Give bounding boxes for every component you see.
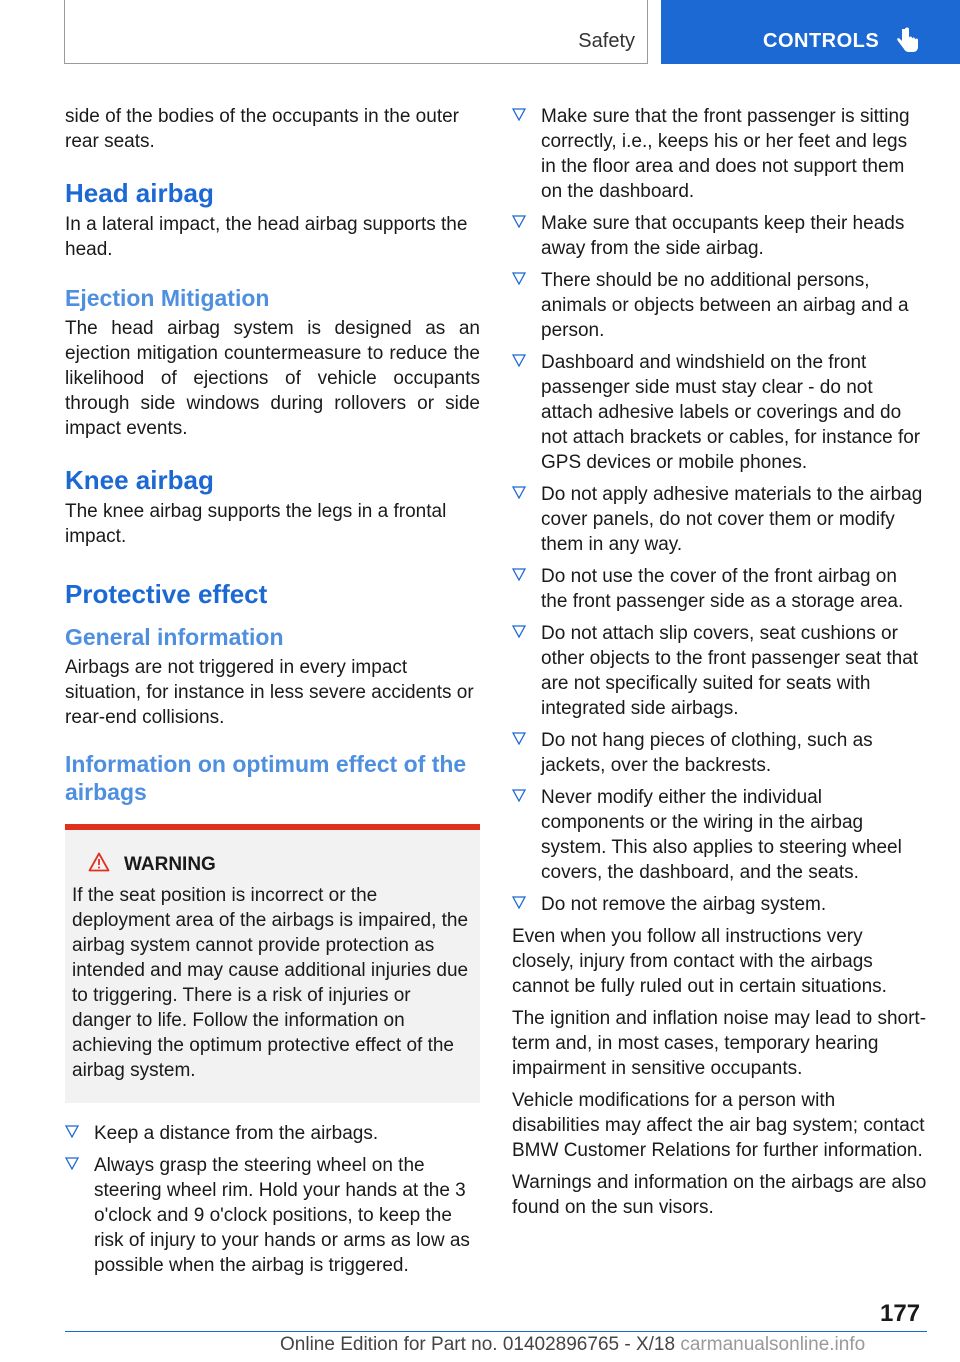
header-section-box (64, 0, 648, 64)
triangle-bullet-icon (65, 1124, 79, 1138)
warning-box (65, 824, 480, 1103)
intro-paragraph: side of the bodies of the occupants in the outer rear seats. (65, 106, 459, 152)
list-item-text: Dashboard and windshield on the front passenger side must stay clear - do not attach adhesive labels or coverings and do not attach brackets or cables, for instance for GPS devices or mobile phones. (541, 352, 921, 473)
heading-head-airbag: Head airbag (65, 178, 214, 208)
triangle-bullet-icon (512, 895, 526, 909)
triangle-bullet-icon (65, 1156, 79, 1170)
list-item-text: Make sure that the front passenger is sitting correctly, i.e., keeps his or her feet and legs in the floor area and does not support them on the dashboard. (541, 106, 910, 202)
triangle-bullet-icon (512, 567, 526, 581)
header-chapter-label: CONTROLS (763, 30, 880, 52)
heading-knee-airbag: Knee airbag (65, 465, 214, 495)
general-information-text: Airbags are not triggered in every impact situation, for instance in less severe accidents or rear-end collisions. (65, 657, 474, 728)
list-item (512, 621, 927, 721)
list-item-text: Do not use the cover of the front airbag on the front passenger side as a storage area. (541, 566, 904, 612)
triangle-bullet-icon (512, 624, 526, 638)
right-column (512, 104, 927, 1227)
footer-line (280, 1334, 865, 1356)
left-bullet-list (65, 1121, 480, 1278)
list-item-text: Make sure that occupants keep their heads away from the side airbag. (541, 213, 905, 259)
list-item (512, 564, 927, 614)
list-item-text: Do not attach slip covers, seat cushions or other objects to the front passenger seat that are not specifically suited for seats with integrated side airbags. (541, 623, 919, 719)
list-item (512, 728, 927, 778)
right-paragraph: Even when you follow all instructions very closely, injury from contact with the airbags cannot be fully ruled out in certain situations. (512, 926, 887, 997)
list-item-text: There should be no additional persons, animals or objects between an airbag and a person. (541, 270, 909, 341)
header-section-label: Safety (578, 30, 635, 52)
ejection-mitigation-text: The head airbag system is designed as an ejection mitigation countermeasure to reduce the likelihood of ejections of vehicle occupants through side windows during rollovers or side impact events. (65, 318, 480, 439)
list-item-text: Always grasp the steering wheel on the steering wheel rim. Hold your hands at the 3 o'clock and 9 o'clock positions, to keep the risk of injury to your hands or arms as low as possible when the airbag is triggered. (94, 1155, 470, 1276)
warning-triangle-icon (88, 852, 110, 872)
list-item-text: Never modify either the individual components or the wiring in the airbag system. This also applies to steering wheel covers, the dashboard, and the seats. (541, 787, 902, 883)
footer-watermark: carmanualsonline.info (680, 1334, 866, 1355)
list-item (512, 892, 927, 917)
heading-protective-effect: Protective effect (65, 579, 268, 609)
triangle-bullet-icon (512, 788, 526, 802)
pointing-hand-icon (893, 26, 921, 54)
list-item (512, 268, 927, 343)
triangle-bullet-icon (512, 214, 526, 228)
footer-edition: Online Edition for Part no. 01402896765 - X/18 (280, 1334, 676, 1355)
list-item (512, 350, 927, 475)
left-column (65, 104, 480, 1285)
page-number: 177 (880, 1300, 921, 1327)
list-item (65, 1153, 480, 1278)
list-item (65, 1121, 480, 1146)
header-chapter-box (661, 0, 960, 64)
triangle-bullet-icon (512, 353, 526, 367)
right-paragraph: The ignition and inflation noise may lead to short-term and, in most cases, temporary hearing impairment in sensitive occupants. (512, 1008, 927, 1079)
right-paragraph: Warnings and information on the airbags are also found on the sun visors. (512, 1172, 927, 1218)
right-paragraph: Vehicle modifications for a person with disabilities may affect the air bag system; contact BMW Customer Relations for further information. (512, 1090, 925, 1161)
list-item (512, 482, 927, 557)
heading-general-information: General information (65, 624, 284, 650)
knee-airbag-text: The knee airbag supports the legs in a frontal impact. (65, 501, 447, 547)
list-item (512, 104, 927, 204)
warning-text: If the seat position is incorrect or the deployment area of the airbags is impaired, the airbag system cannot provide protection as intended and may cause additional injuries due to triggering. There is a risk of injuries or danger to life. Follow the information on achieving the optimum protective effect of the airbag system. (72, 885, 469, 1081)
triangle-bullet-icon (512, 271, 526, 285)
list-item-text: Do not hang pieces of clothing, such as jackets, over the backrests. (541, 730, 873, 776)
list-item (512, 211, 927, 261)
heading-ejection-mitigation: Ejection Mitigation (65, 285, 270, 311)
triangle-bullet-icon (512, 485, 526, 499)
list-item (512, 785, 927, 885)
triangle-bullet-icon (512, 107, 526, 121)
list-item-text: Do not apply adhesive materials to the airbag cover panels, do not cover them or modify them in any way. (541, 484, 923, 555)
list-item-text: Keep a distance from the airbags. (94, 1123, 379, 1144)
list-item-text: Do not remove the airbag system. (541, 894, 827, 915)
right-bullet-list (512, 104, 927, 917)
footer-divider (65, 1331, 927, 1332)
heading-optimum-effect: Information on optimum effect of the airbags (65, 751, 467, 805)
warning-title-row (72, 852, 472, 877)
triangle-bullet-icon (512, 731, 526, 745)
warning-title: WARNING (124, 854, 216, 875)
head-airbag-text: In a lateral impact, the head airbag supports the head. (65, 214, 468, 260)
